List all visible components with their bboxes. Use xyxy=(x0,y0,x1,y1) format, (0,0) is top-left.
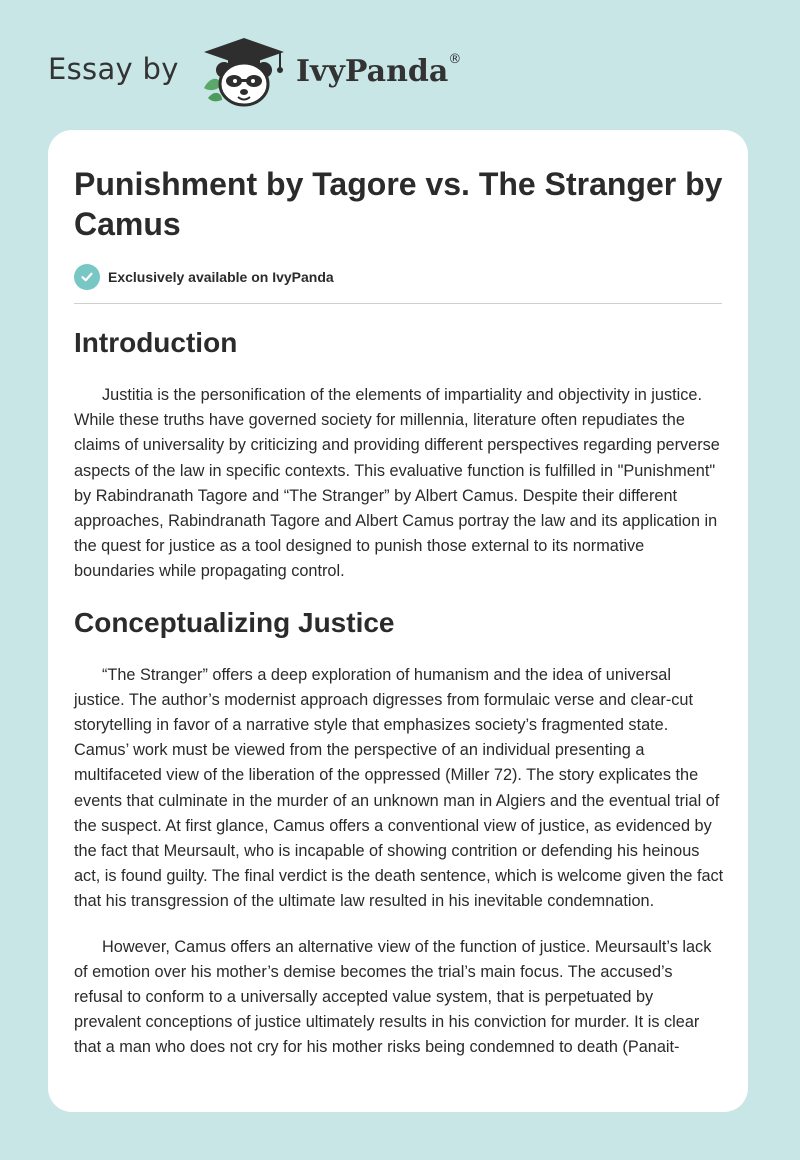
essay-card xyxy=(48,130,748,1112)
checkmark-icon xyxy=(74,264,100,290)
body-paragraph: “The Stranger” offers a deep exploration of humanism and the idea of universal justice. The author’s modernist approach digresses from formulaic verse and clear-cut storytelling in favor of a narrative style that emphasizes society’s fragmented state. Camus’ work must be viewed from the perspective of an individual presenting a multifaceted view of the liberation of the oppressed (Miller 72). The story explicates the events that culminate in the murder of an unknown man in Algiers and the eventual trial of the suspect. At first glance, Camus offers a conventional view of justice, as evidenced by the fact that Meursault, who is incapable of showing contrition or defending his heinous act, is found guilty. The final verdict is the death sentence, which is welcome given the fact that his transgression of the ultimate law resulted in his inevitable condemnation. xyxy=(74,665,724,911)
exclusive-badge xyxy=(74,264,334,290)
section-heading-conceptualizing-justice: Conceptualizing Justice xyxy=(74,606,395,638)
page-title: Punishment by Tagore vs. The Stranger by Camus xyxy=(74,166,723,242)
title-divider xyxy=(74,303,722,304)
exclusive-badge-label: Exclusively available on IvyPanda xyxy=(108,269,334,285)
panda-logo-icon xyxy=(200,36,288,108)
essay-by-label: Essay by xyxy=(48,52,179,86)
trademark-mark: ® xyxy=(448,52,462,67)
essay-content xyxy=(74,326,724,1061)
body-paragraph: However, Camus offers an alternative view of the function of justice. Meursault’s lack of emotion over his mother’s demise becomes the trial’s main focus. The accused’s refusal to conform to a universally accepted value system, that is perpetuated by prevalent conceptions of justice ultimately results in his conviction for murder. It is clear that a man who does not cry for his mother risks being condemned to death (Panait- xyxy=(74,937,712,1057)
brand-name: IvyPanda® xyxy=(296,52,462,89)
section-heading-introduction: Introduction xyxy=(74,327,238,358)
site-header xyxy=(0,0,800,130)
intro-paragraph: Justitia is the personification of the elements of impartiality and objectivity in justice. While these truths have governed society for millennia, literature often repudiates the claims of universality by criticizing and providing different perspectives regarding perverse aspects of the law in specific contexts. This evaluative function is fulfilled in "Punishment" by Rabindranath Tagore and “The Stranger” by Albert Camus. Despite their different approaches, Rabindranath Tagore and Albert Camus portray the law and its application in the quest for justice as a tool designed to punish those external to its normative boundaries while propagating control. xyxy=(74,386,720,581)
